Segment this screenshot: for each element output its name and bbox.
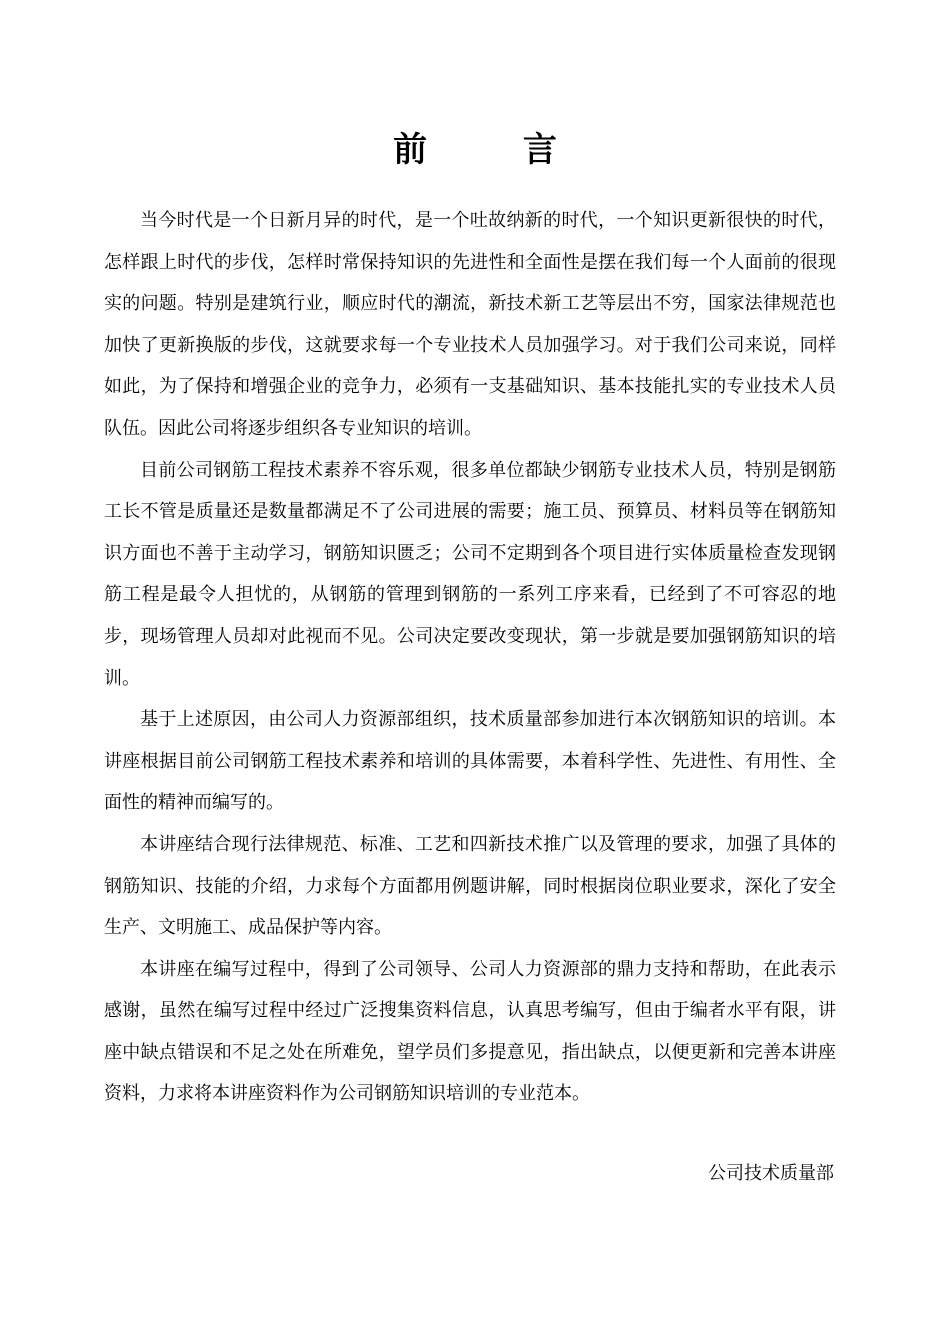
paragraph-4: 本讲座结合现行法律规范、标准、工艺和四新技术推广以及管理的要求，加强了具体的钢筋知识、技能的介绍，力求每个方面都用例题讲解，同时根据岗位职业要求，深化了安全生产、文明施工、成品保护等内容。 <box>104 833 836 939</box>
signature: 公司技术质量部 <box>708 1163 834 1184</box>
paragraph-3: 基于上述原因，由公司人力资源部组织，技术质量部参加进行本次钢筋知识的培训。本讲座根据目前公司钢筋工程技术素养和培训的具体需要，本着科学性、先进性、有用性、全面性的精神而编写的。 <box>104 709 836 814</box>
paragraph-5: 本讲座在编写过程中，得到了公司领导、公司人力资源部的鼎力支持和帮助，在此表示感谢，虽然在编写过程中经过广泛搜集资料信息，认真思考编写，但由于编者水平有限，讲座中缺点错误和不足之处在所难免，望学员们多提意见，指出缺点，以便更新和完善本讲座资料，力求将本讲座资料作为公司钢筋知识培训的专业范本。 <box>104 958 836 1105</box>
body-text <box>104 200 836 1115</box>
paragraph-2: 目前公司钢筋工程技术素养不容乐观，很多单位都缺少钢筋专业技术人员，特别是钢筋工长不管是质量还是数量都满足不了公司进展的需要；施工员、预算员、材料员等在钢筋知识方面也不善于主动学习，钢筋知识匮乏；公司不定期到各个项目进行实体质量检查发现钢筋工程是最令人担忧的，从钢筋的管理到钢筋的一系列工序来看，已经到了不可容忍的地步，现场管理人员却对此视而不见。公司决定要改变现状，第一步就是要加强钢筋知识的培训。 <box>104 459 836 689</box>
paragraph-1: 当今时代是一个日新月异的时代，是一个吐故纳新的时代，一个知识更新很快的时代，怎样跟上时代的步伐，怎样时常保持知识的先进性和全面性是摆在我们每一个人面前的很现实的问题。特别是建筑行业，顺应时代的潮流，新技术新工艺等层出不穷，国家法律规范也加快了更新换版的步伐，这就要求每一个专业技术人员加强学习。对于我们公司来说，同样如此，为了保持和增强企业的竞争力，必须有一支基础知识、基本技能扎实的专业技术人员队伍。因此公司将逐步组织各专业知识的培训。 <box>104 210 836 439</box>
page-title: 前 言 <box>393 129 599 170</box>
